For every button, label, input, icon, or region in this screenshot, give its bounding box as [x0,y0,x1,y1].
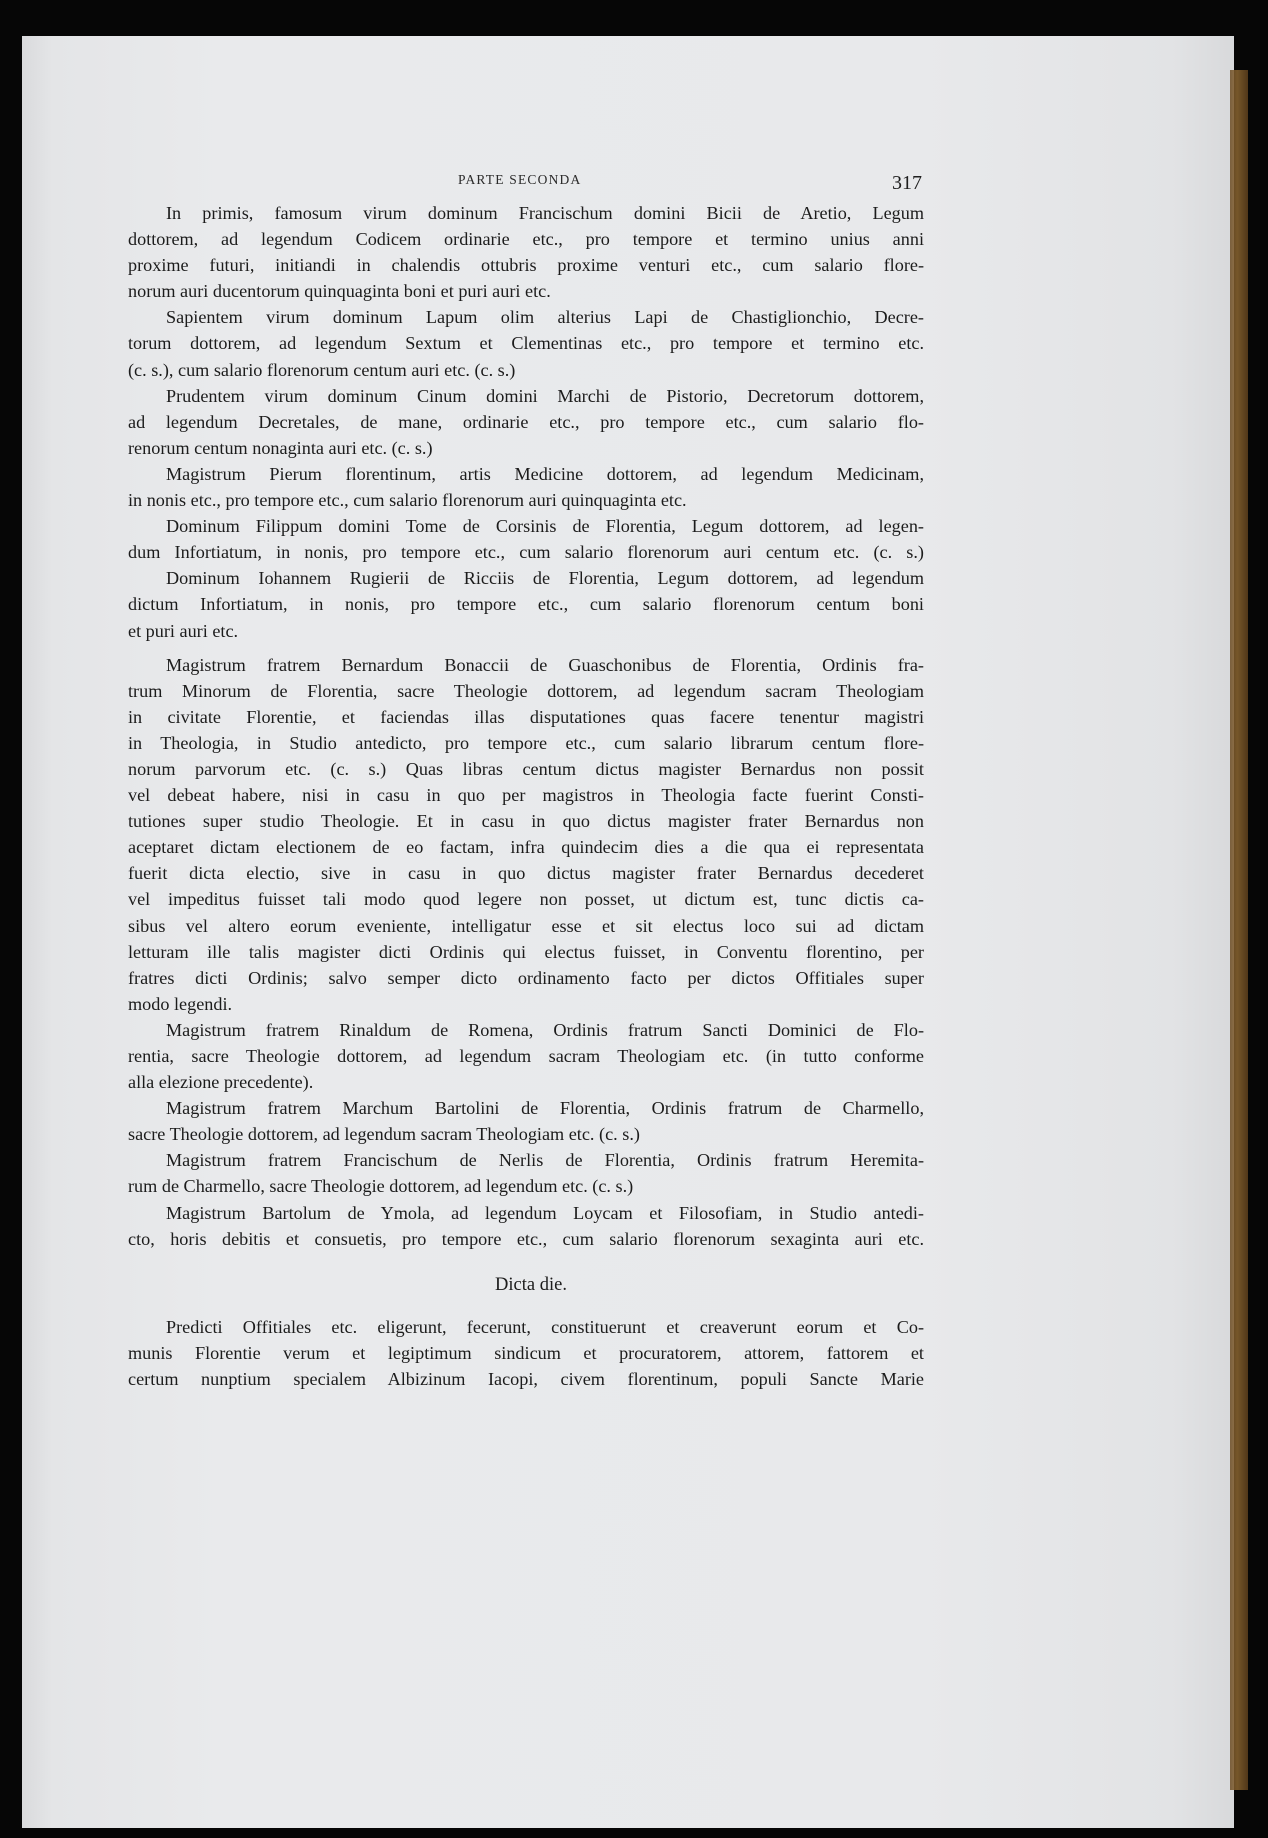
text-line: Magistrum Bartolum de Ymola, ad legendum Loycam et Filosofiam, in Studio antedi- [166,1202,924,1223]
text-line: (c. s.), cum salario florenorum centum auri etc. (c. s.) [128,359,516,380]
text-line: rum de Charmello, sacre Theologie dottorem, ad legendum etc. (c. s.) [128,1176,634,1197]
text-line: Prudentem virum dominum Cinum domini Marchi de Pistorio, Decretorum dottorem, [166,385,924,406]
text-line: in nonis etc., pro tempore etc., cum salario florenorum auri quinquaginta etc. [128,490,687,511]
text-line: et puri auri etc. [128,620,239,641]
text-line: Magistrum fratrem Marchum Bartolini de Florentia, Ordinis fratrum de Charmello, [166,1098,924,1119]
body-text [128,200,924,1392]
text-line: sibus vel altero eorum eveniente, intelligatur esse et sit electus loco sui ad dictam [128,915,924,936]
text-line: fratres dicti Ordinis; salvo semper dicto ordinamento facto per dictos Offitiales super [128,967,924,988]
text-line: modo legendi. [128,993,233,1014]
text-line: fuerit dicta electio, sive in casu in quo dictus magister frater Bernardus decederet [128,863,924,884]
running-head: PARTE SECONDA [458,172,582,187]
text-line: Sapientem virum dominum Lapum olim alterius Lapi de Chastiglionchio, Decre- [166,307,924,328]
text-line: tutiones super studio Theologie. Et in casu in quo dictus magister frater Bernardus non [128,811,924,832]
text-line: cto, horis debitis et consuetis, pro tempore etc., cum salario florenorum sexaginta auri etc. [128,1228,924,1249]
text-line: proxime futuri, initiandi in chalendis ottubris proxime venturi etc., cum salario flore- [128,255,924,276]
text-line: In primis, famosum virum dominum Francischum domini Bicii de Aretio, Legum [166,203,924,223]
text-line: in Theologia, in Studio antedicto, pro tempore etc., cum salario librarum centum flore- [128,732,924,753]
page-number: 317 [892,172,922,194]
text-line: aceptaret dictam electionem de eo factam, infra quindecim dies a die qua ei representata [128,837,924,858]
text-line: letturam ille talis magister dicti Ordinis qui electus fuisset, in Conventu florentino, per [128,941,924,962]
text-line: Magistrum Pierum florentinum, artis Medicine dottorem, ad legendum Medicinam, [166,463,924,484]
text-line: Magistrum fratrem Bernardum Bonaccii de Guaschonibus de Florentia, Ordinis fra- [166,654,924,675]
section-heading: Dicta die. [495,1274,567,1295]
text-line: certum nunptium specialem Albizinum Iacopi, civem florentinum, populi Sancte Marie [128,1368,924,1389]
text-line: norum auri ducentorum quinquaginta boni et puri auri etc. [128,281,551,302]
text-line: rentia, sacre Theologie dottorem, ad legendum sacram Theologiam etc. (in tutto conforme [128,1046,924,1066]
text-line: alla elezione precedente). [128,1072,314,1093]
text-line: sacre Theologie dottorem, ad legendum sacram Theologiam etc. (c. s.) [128,1124,640,1145]
text-line: Dominum Filippum domini Tome de Corsinis de Florentia, Legum dottorem, ad legen- [166,516,924,537]
text-line: Magistrum fratrem Francischum de Nerlis de Florentia, Ordinis fratrum Heremita- [166,1150,924,1171]
text-line: dictum Infortiatum, in nonis, pro tempore etc., cum salario florenorum centum boni [128,594,924,615]
text-line: torum dottorem, ad legendum Sextum et Clementinas etc., pro tempore et termino etc. [128,333,924,354]
text-line: ad legendum Decretales, de mane, ordinarie etc., pro tempore etc., cum salario flo- [128,411,924,432]
text-line: Predicti Offitiales etc. eligerunt, fecerunt, constituerunt et creaverunt eorum et Co- [166,1316,924,1337]
text-line: vel impeditus fuisset tali modo quod legere non posset, ut dictum est, tunc dictis ca- [128,889,924,910]
text-line: Dominum Iohannem Rugierii de Ricciis de Florentia, Legum dottorem, ad legendum [166,568,924,589]
text-line: vel debeat habere, nisi in casu in quo per magistros in Theologia facte fuerint Consti- [128,785,924,806]
text-line: renorum centum nonaginta auri etc. (c. s.) [128,437,433,458]
text-line: in civitate Florentie, et faciendas illas disputationes quas facere tenentur magistri [128,706,924,727]
text-line: norum parvorum etc. (c. s.) Quas libras centum dictus magister Bernardus non possit [128,758,924,779]
text-line: munis Florentie verum et legiptimum sindicum et procuratorem, attorem, fattorem et [128,1342,924,1363]
text-line: Magistrum fratrem Rinaldum de Romena, Ordinis fratrum Sancti Dominici de Flo- [166,1019,924,1040]
text-line: trum Minorum de Florentia, sacre Theologie dottorem, ad legendum sacram Theologiam [128,680,924,701]
text-line: dum Infortiatum, in nonis, pro tempore etc., cum salario florenorum auri centum etc. (c. s.) [128,542,924,563]
text-line: dottorem, ad legendum Codicem ordinarie etc., pro tempore et termino unius anni [128,229,924,250]
